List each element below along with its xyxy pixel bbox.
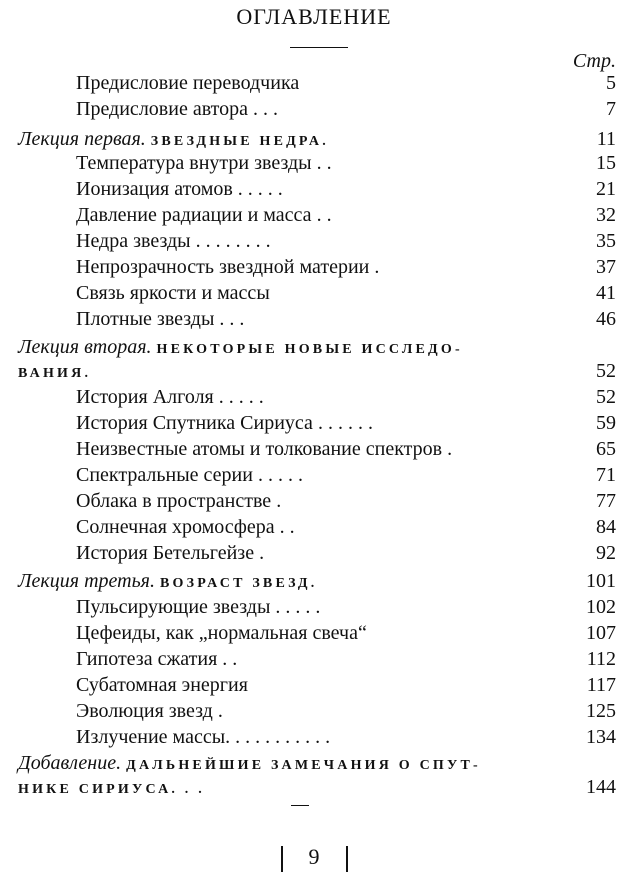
section-title: ЗВЕЗДНЫЕ НЕДРА. xyxy=(150,134,329,149)
toc-entry-title: Предисловие переводчика xyxy=(76,72,300,94)
toc-entry-title: Непрозрачность звездной материи xyxy=(76,256,370,278)
toc-entry-title: Пульсирующие звезды xyxy=(76,596,271,618)
toc-entry-title: Связь яркости и массы xyxy=(76,282,270,304)
toc-page-number: 11 xyxy=(596,128,616,150)
leader-dots: . . . xyxy=(253,98,278,120)
leader-dots: . . xyxy=(222,648,238,670)
toc-entry xyxy=(0,672,628,698)
toc-entry xyxy=(0,254,628,280)
toc-page-number: 59 xyxy=(596,412,616,434)
toc-page-number: 21 xyxy=(596,178,616,200)
toc-section-heading xyxy=(0,568,628,594)
toc-page-number: 52 xyxy=(596,386,616,408)
toc-entry xyxy=(0,70,628,96)
section-title: НЕКОТОРЫЕ НОВЫЕ ИССЛЕДО- xyxy=(156,342,463,357)
section-title-cont: НИКЕ СИРИУСА. . . xyxy=(18,782,205,797)
toc-entry-title: История Спутника Сириуса xyxy=(76,412,313,434)
toc-entry xyxy=(0,202,628,228)
leader-dots: . xyxy=(374,256,380,278)
toc-entry-title: Эволюция звезд xyxy=(76,700,213,722)
end-rule xyxy=(291,805,309,806)
folio-bar-left xyxy=(281,846,283,872)
toc-page-number: 77 xyxy=(596,490,616,512)
toc-entry-title: Облака в пространстве xyxy=(76,490,272,512)
toc-entry-title: Гипотеза сжатия xyxy=(76,648,218,670)
toc-entry xyxy=(0,306,628,332)
leader-dots: . . . . . xyxy=(237,178,283,200)
toc-page-number: 71 xyxy=(596,464,616,486)
toc-entry-title: Давление радиации и масса xyxy=(76,204,312,226)
toc-entry-title: Температура внутри звезды xyxy=(76,152,312,174)
toc-entry xyxy=(0,514,628,540)
toc-entry-title: Цефеиды, как „нормальная свеча“ xyxy=(76,622,367,644)
section-prefix: Лекция первая. xyxy=(18,128,146,150)
toc-entry-title: Ионизация атомов xyxy=(76,178,233,200)
toc-entry-title: Излучение массы. xyxy=(76,726,231,748)
toc-entry-title: Солнечная хромосфера xyxy=(76,516,275,538)
toc-page-number: 125 xyxy=(586,700,616,722)
toc-section-heading xyxy=(0,750,628,776)
leader-dots: . . . . . . . . . . xyxy=(235,726,331,748)
toc-page-number: 112 xyxy=(586,648,616,670)
toc-entry xyxy=(0,384,628,410)
toc-entry xyxy=(0,150,628,176)
page-folio xyxy=(0,844,628,872)
toc-page-number: 144 xyxy=(586,776,616,798)
toc-section-heading xyxy=(0,334,628,360)
leader-dots: . . . . . xyxy=(275,596,321,618)
toc-entry xyxy=(0,176,628,202)
section-prefix: Лекция вторая. xyxy=(18,336,152,358)
toc-entry xyxy=(0,698,628,724)
toc-entry xyxy=(0,228,628,254)
folio-bar-right xyxy=(346,846,348,872)
toc-page-number: 35 xyxy=(596,230,616,252)
toc-page-number: 84 xyxy=(596,516,616,538)
section-title: ВОЗРАСТ ЗВЕЗД. xyxy=(159,576,318,591)
toc-page-number: 107 xyxy=(586,622,616,644)
section-title-cont: ВАНИЯ. xyxy=(18,366,92,381)
toc-entry xyxy=(0,620,628,646)
toc-entry xyxy=(0,594,628,620)
leader-dots: . xyxy=(217,700,223,722)
leader-dots: . xyxy=(259,542,265,564)
toc-page-number: 7 xyxy=(606,98,616,120)
page-column-label: Стр. xyxy=(572,50,616,72)
leader-dots: . . . . . . . . xyxy=(195,230,271,252)
folio-number: 9 xyxy=(308,844,320,869)
toc-page-number: 52 xyxy=(596,360,616,382)
leader-dots: . . . xyxy=(219,308,245,330)
toc-page-number: 65 xyxy=(596,438,616,460)
toc-entry-title: Спектральные серии xyxy=(76,464,253,486)
section-prefix: Лекция третья. xyxy=(18,570,155,592)
toc-section-heading-cont xyxy=(0,358,628,384)
toc-entry-title: Неизвестные атомы и толкование спектров xyxy=(76,438,443,460)
toc-entry-title: Предисловие автора . . . xyxy=(76,98,278,120)
toc-entry xyxy=(0,96,628,122)
leader-dots: . xyxy=(276,490,282,512)
toc-entry xyxy=(0,488,628,514)
toc-page-number: 92 xyxy=(596,542,616,564)
section-title: ДАЛЬНЕЙШИЕ ЗАМЕЧАНИЯ О СПУТ- xyxy=(126,758,481,773)
toc-page-number: 32 xyxy=(596,204,616,226)
toc-page-number: 46 xyxy=(596,308,616,330)
title-rule xyxy=(290,47,348,48)
toc-entry xyxy=(0,646,628,672)
toc-entry xyxy=(0,410,628,436)
toc-entry-title: История Бетельгейзе xyxy=(76,542,255,564)
toc-section-heading xyxy=(0,126,628,152)
toc-entry xyxy=(0,436,628,462)
toc-entry-title: Недра звезды xyxy=(76,230,191,252)
leader-dots: . xyxy=(447,438,453,460)
toc-section-heading-cont xyxy=(0,774,628,800)
toc-entry xyxy=(0,724,628,750)
page-title: ОГЛАВЛЕНИЕ xyxy=(236,4,392,29)
toc-entry xyxy=(0,540,628,566)
toc-entry-title: Плотные звезды xyxy=(76,308,215,330)
toc-entry-title: Субатомная энергия xyxy=(76,674,248,696)
toc-page-number: 15 xyxy=(596,152,616,174)
leader-dots: . . xyxy=(316,204,332,226)
leader-dots: . . xyxy=(316,152,332,174)
leader-dots: . . . . . xyxy=(218,386,264,408)
toc-entry xyxy=(0,280,628,306)
leader-dots: . . . . . xyxy=(257,464,303,486)
leader-dots: . . xyxy=(279,516,295,538)
toc-page-number: 37 xyxy=(596,256,616,278)
toc-page-number: 102 xyxy=(586,596,616,618)
toc-page-number: 117 xyxy=(586,674,616,696)
toc-page-number: 101 xyxy=(586,570,616,592)
toc-entry xyxy=(0,462,628,488)
toc-page-number: 5 xyxy=(606,72,616,94)
section-prefix: Добавление. xyxy=(18,752,122,774)
toc-entry-title: История Алголя xyxy=(76,386,214,408)
toc-page-number: 41 xyxy=(596,282,616,304)
leader-dots: . . . . . . xyxy=(317,412,373,434)
toc-page-number: 134 xyxy=(586,726,616,748)
